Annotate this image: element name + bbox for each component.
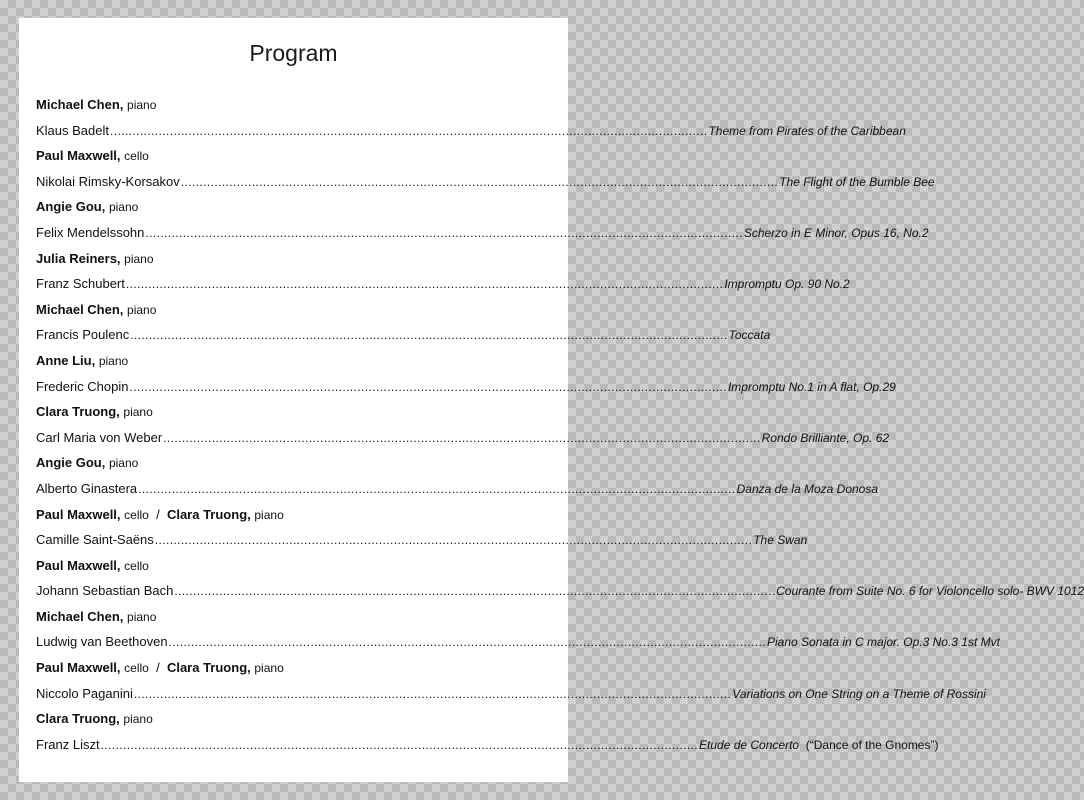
work-title-text: Rondo Brilliante, Op. 62	[761, 430, 890, 445]
performer-separator: /	[156, 660, 160, 676]
performer-line	[36, 450, 556, 476]
piece-line	[36, 681, 986, 707]
piece-line	[36, 271, 850, 297]
performer-instrument: piano	[127, 609, 157, 624]
composer-name: Francis Poulenc	[36, 327, 130, 343]
composer-name: Franz Liszt	[36, 736, 100, 752]
dot-leader: ................................................................................................................................................................	[125, 277, 724, 292]
performer-name: Michael Chen,	[36, 97, 124, 112]
performer-instrument: cello	[124, 558, 149, 573]
dot-leader: ................................................................................................................................................................	[163, 430, 761, 445]
dot-leader: ................................................................................................................................................................	[130, 328, 728, 343]
work-title	[753, 528, 807, 554]
work-title-text: Variations on One String on a Theme of Rossini	[732, 686, 986, 701]
composer-name: Frederic Chopin	[36, 378, 129, 394]
performer-instrument: piano	[108, 456, 139, 471]
dot-leader: ................................................................................................................................................................	[145, 225, 743, 240]
piece-line	[36, 629, 1000, 655]
performer-instrument: cello	[124, 149, 149, 164]
performer-line	[36, 502, 556, 528]
composer-name: Felix Mendelssohn	[36, 224, 145, 240]
composer-name: Camille Saint-Saëns	[36, 532, 154, 548]
program-page	[19, 18, 1084, 782]
performer-line	[36, 604, 556, 630]
performer-instrument: cello	[124, 661, 149, 676]
work-title-text: Toccata	[728, 328, 771, 343]
dot-leader: ................................................................................................................................................................	[168, 635, 766, 650]
dot-leader: ................................................................................................................................................................	[138, 481, 736, 496]
work-title	[732, 682, 986, 708]
performer-instrument: piano	[254, 507, 284, 522]
performer-line	[36, 706, 556, 732]
page-title: Program	[249, 40, 338, 66]
work-title-text: .Courante from Suite No. 6 for Violoncello solo- BWV 1012	[772, 584, 1084, 599]
piece-line	[36, 425, 890, 451]
work-title	[737, 477, 878, 503]
piece-line	[36, 118, 906, 144]
performer-instrument: piano	[98, 353, 129, 368]
piece-line	[36, 374, 896, 400]
dot-leader: ................................................................................................................................................................	[180, 174, 779, 189]
performer-name: Clara Truong,	[36, 711, 120, 727]
dot-leader: ................................................................................................................................................................	[133, 686, 732, 701]
composer-name: Franz Schubert	[36, 276, 125, 292]
performer-name: Clara Truong,	[36, 404, 120, 420]
program-list	[36, 92, 1084, 757]
work-title	[773, 579, 1084, 605]
work-title	[729, 323, 771, 349]
performer-instrument: piano	[127, 302, 157, 317]
performer-line	[36, 92, 556, 118]
composer-name: Niccolo Paganini	[36, 685, 133, 701]
performer-instrument: piano	[127, 98, 157, 112]
work-title	[779, 170, 934, 196]
composer-name: Johann Sebastian Bach	[36, 583, 174, 599]
work-title-text: Etude de Concerto	[699, 737, 800, 752]
work-title-text: Piano Sonata in C major. Op.3 No.3 1st Mvt	[766, 635, 1000, 650]
work-title	[699, 733, 938, 759]
work-title-text: Impromptu Op. 90 No.2	[724, 277, 850, 292]
performer-line	[36, 143, 556, 169]
performer-instrument: piano	[123, 405, 153, 420]
piece-line	[36, 578, 1084, 604]
piece-line	[36, 322, 771, 348]
performer-line	[36, 553, 556, 579]
performer-line	[36, 655, 556, 681]
piece-line	[36, 220, 929, 246]
dot-leader: ................................................................................................................................................................	[154, 533, 753, 548]
piece-line	[36, 732, 939, 758]
performer-instrument: piano	[123, 712, 153, 727]
piece-line	[36, 169, 935, 195]
work-title	[708, 119, 905, 145]
work-title-text: Danza de la Moza Donosa	[736, 481, 879, 496]
dot-leader: ................................................................................................................................................................	[110, 123, 708, 138]
performer-line	[36, 194, 556, 220]
performer-instrument: piano	[124, 251, 154, 266]
performer-name: Angie Gou,	[36, 455, 106, 471]
performer-name: Paul Maxwell,	[36, 557, 121, 573]
piece-line	[36, 527, 808, 553]
performer-instrument: cello	[124, 507, 149, 522]
performer-instrument: piano	[108, 200, 139, 215]
work-note: (“Dance of the Gnomes”)	[799, 737, 939, 752]
work-title-text: Scherzo in E Minor, Opus 16, No.2	[743, 225, 929, 240]
performer-line	[36, 399, 556, 425]
work-title	[762, 426, 889, 452]
performer-instrument: piano	[254, 661, 284, 676]
performer-name: Clara Truong,	[166, 506, 251, 522]
composer-name: Carl Maria von Weber	[36, 429, 163, 445]
performer-line	[36, 348, 556, 374]
composer-name: Ludwig van Beethoven	[36, 634, 168, 650]
work-title-text: Impromptu No.1 in A flat, Op.29	[727, 379, 896, 394]
performer-line	[36, 246, 556, 272]
dot-leader: ................................................................................................................................................................	[100, 737, 699, 752]
work-title	[744, 221, 929, 247]
composer-name: Klaus Badelt	[36, 122, 109, 138]
performer-name: Paul Maxwell,	[36, 148, 121, 164]
performer-name: Paul Maxwell,	[36, 506, 121, 522]
dot-leader: ................................................................................................................................................................	[129, 379, 727, 394]
performer-name: Clara Truong,	[166, 660, 251, 676]
performer-name: Michael Chen,	[36, 608, 124, 624]
performer-line	[36, 297, 556, 323]
work-title-text: The Flight of the Bumble Bee	[779, 174, 935, 189]
composer-name: Nikolai Rimsky-Korsakov	[36, 173, 180, 189]
performer-name: Julia Reiners,	[36, 250, 121, 266]
work-title	[728, 375, 896, 401]
performer-name: Paul Maxwell,	[36, 660, 121, 676]
work-title-text: The Swan	[753, 533, 808, 548]
work-title	[767, 630, 1000, 656]
performer-name: Michael Chen,	[36, 301, 124, 317]
work-title-text: Theme from Pirates of the Caribbean	[708, 123, 906, 138]
performer-name: Anne Liu,	[36, 352, 96, 368]
dot-leader: ................................................................................................................................................................	[174, 584, 772, 599]
performer-separator: /	[156, 506, 160, 522]
work-title	[724, 272, 849, 298]
performer-name: Angie Gou,	[36, 199, 106, 215]
piece-line	[36, 476, 879, 502]
composer-name: Alberto Ginastera	[36, 480, 138, 496]
